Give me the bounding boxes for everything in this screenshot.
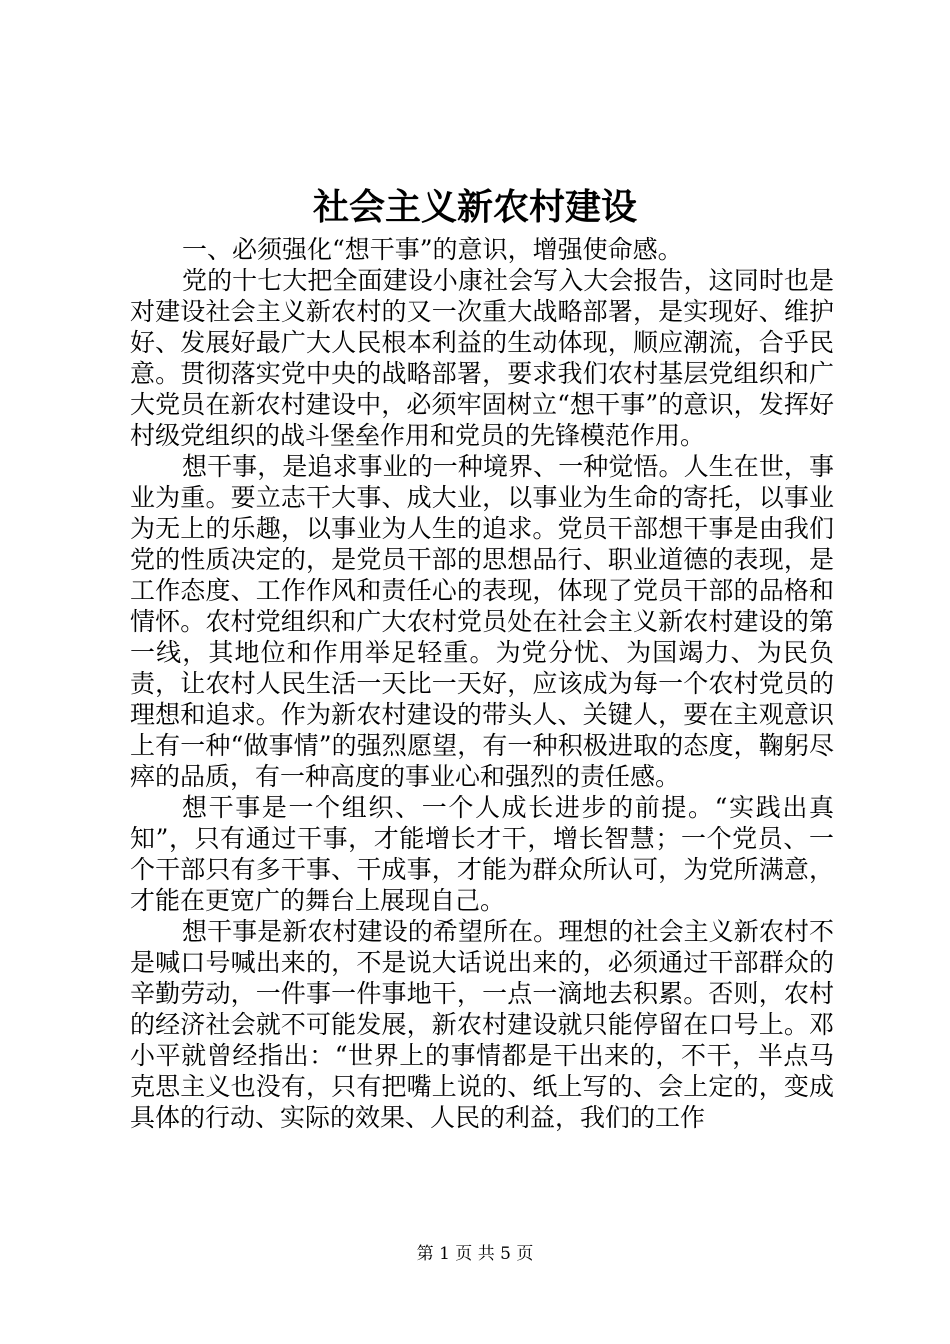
body-paragraph: 党的十七大把全面建设小康社会写入大会报告，这同时也是对建设社会主义新农村的又一次重大战略部署，是实现好、维护好、发展好最广大人民根本利益的生动体现，顺应潮流，合乎民意。贯彻落实党中央的战略部署，要求我们农村基层党组织和广大党员在新农村建设中，必须牢固树立“想干事”的意识，发挥好村级党组织的战斗堡垒作用和党员的先锋模范作用。 [130, 266, 834, 450]
body-paragraph: 想干事是一个组织、一个人成长进步的前提。“实践出真知”，只有通过干事，才能增长才干，增长智慧；一个党员、一个干部只有多干事、干成事，才能为群众所认可，为党所满意，才能在更宽广的舞台上展现自己。 [130, 793, 834, 915]
document-title: 社会主义新农村建设 [312, 186, 637, 228]
body-paragraph: 想干事是新农村建设的希望所在。理想的社会主义新农村不是喊口号喊出来的，不是说大话说出来的，必须通过干部群众的辛勤劳动，一件事一件事地干，一点一滴地去积累。否则，农村的经济社会就不可能发展，新农村建设就只能停留在口号上。邓小平就曾经指出：“世界上的事情都是干出来的，不干，半点马克思主义也没有，只有把嘴上说的、纸上写的、会上定的，变成具体的行动、实际的效果、人民的利益，我们的工作 [130, 917, 834, 1132]
page-footer: 第 1 页 共 5 页 [416, 1244, 534, 1264]
body-paragraph: 想干事，是追求事业的一种境界、一种觉悟。人生在世，事业为重。要立志干大事、成大业，以事业为生命的寄托，以事业为无上的乐趣，以事业为人生的追求。党员干部想干事是由我们党的性质决定的，是党员干部的思想品行、职业道德的表现，是工作态度、工作作风和责任心的表现，体现了党员干部的品格和情怀。农村党组织和广大农村党员处在社会主义新农村建设的第一线，其地位和作用举足轻重。为党分忧、为国竭力、为民负责，让农村人民生活一天比一天好，应该成为每一个农村党员的理想和追求。作为新农村建设的带头人、关键人，要在主观意识上有一种“做事情”的强烈愿望，有一种积极进取的态度，鞠躬尽瘁的品质，有一种高度的事业心和强烈的责任感。 [130, 452, 834, 791]
document-body [130, 234, 834, 1133]
body-paragraph: 一、必须强化“想干事”的意识，增强使命感。 [182, 235, 683, 264]
